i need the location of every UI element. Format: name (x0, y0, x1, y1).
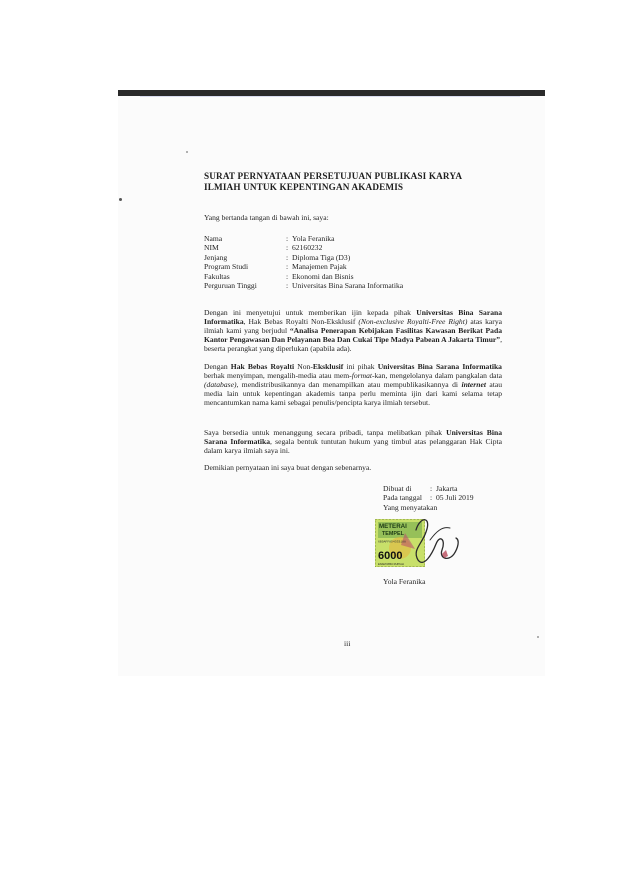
field-separator: : (286, 243, 289, 253)
stamp-text-meterai: METERAI (379, 523, 407, 530)
sign-place-row (383, 484, 474, 493)
field-row-perguruan-tinggi (204, 281, 403, 290)
text-run: Non- (294, 362, 313, 371)
paragraph-liability (204, 428, 502, 455)
text-run-italic: format (351, 371, 372, 380)
field-value: Diploma Tiga (D3) (292, 252, 351, 262)
text-run: Dengan (204, 362, 231, 371)
text-run: Dengan ini menyetujui untuk memberikan ijin kepada pihak (204, 308, 417, 317)
field-row-nim (204, 243, 403, 252)
university-name: Universitas Bina Sarana Informatika (377, 362, 502, 371)
field-separator: : (286, 280, 289, 290)
intro-text: Yang bertanda tangan di bawah ini, saya: (204, 213, 329, 222)
field-value: Ekonomi dan Bisnis (292, 271, 354, 281)
title-line-2: ILMIAH UNTUK KEPENTINGAN AKADEMIS (204, 182, 404, 192)
sign-place-label: Dibuat di (383, 484, 412, 493)
sign-statement: Yang menyatakan (383, 502, 438, 512)
text-run-bold: Hak Bebas Royalti (230, 362, 295, 371)
signature-stroke (416, 520, 458, 563)
text-run-bold-italic: internet (461, 380, 486, 389)
text-run: berhak menyimpan, mengalih-media atau mem- (204, 371, 352, 380)
field-separator: : (286, 271, 289, 281)
field-label: Perguruan Tinggi (204, 280, 257, 290)
field-label: Jenjang (204, 252, 228, 262)
text-run-italic: (Non-exclusive Royalti-Free Right) (358, 317, 468, 326)
field-separator: : (286, 234, 289, 243)
text-run: atas karya ilmiah kami yang berjudul (204, 317, 502, 335)
field-separator: : (430, 493, 433, 503)
field-row-fakultas (204, 272, 403, 281)
paragraph-closing: Demikian pernyataan ini saya buat dengan sebenarnya. (204, 463, 372, 472)
field-label: Fakultas (204, 271, 230, 281)
signer-name: Yola Feranika (383, 577, 426, 586)
text-run: Saya bersedia untuk menanggung secara pribadi, tanpa melibatkan pihak (204, 428, 447, 437)
text-run: , Hak Bebas Royalti Non-Eksklusif (243, 317, 359, 326)
field-row-nama (204, 234, 403, 243)
field-separator: : (430, 484, 433, 493)
paragraph-rights (204, 362, 502, 407)
field-row-jenjang (204, 253, 403, 262)
stamp-text-tempel: TEMPEL (382, 531, 404, 537)
sign-date-label: Pada tanggal (383, 493, 423, 503)
field-value: Manajemen Pajak (292, 262, 347, 272)
text-run-bold: Eksklusif (312, 362, 344, 371)
title-line-1: SURAT PERNYATAAN PERSETUJUAN PUBLIKASI KARYA (204, 171, 463, 181)
text-run: , beserta perangkat yang diperlukan (apabila ada). (204, 335, 502, 353)
sign-place-value: Jakarta (436, 484, 458, 493)
field-row-program-studi (204, 262, 403, 271)
document-title (204, 171, 504, 193)
text-run: , segala bentuk tuntutan hukum yang timbul atas pelanggaran Hak Cipta dalam karya ilmiah saya ini. (204, 437, 502, 455)
field-label: Nama (204, 234, 223, 243)
field-separator: : (286, 252, 289, 262)
field-label: NIM (204, 243, 219, 253)
signature-stroke (430, 528, 450, 540)
field-label: Program Studi (204, 262, 249, 272)
field-value: 62160232 (292, 243, 323, 253)
stamp-amount: 6000 (378, 550, 403, 562)
text-run: , mendistribusikannya dan menampilkan atau mempublikasikannya di (236, 380, 462, 389)
page-number: iii (344, 639, 351, 648)
signature-block (383, 484, 474, 512)
field-separator: : (286, 262, 289, 272)
thesis-title: “Analisa Penerapan Kebijakan Fasilitas Kawasan Berikat Pada Kantor Pengawasan Dan Pelayanan Bea Dan Cukai Tipe Madya Pabean A Jakarta Timur” (204, 326, 502, 344)
identity-fields (204, 234, 403, 290)
text-run: -kan, mengelolanya dalam pangkalan data (371, 371, 502, 380)
handwritten-signature (402, 510, 464, 574)
sign-date-value: 05 Juli 2019 (436, 493, 474, 503)
paragraph-consent (204, 308, 502, 353)
field-value: Yola Feranika (292, 234, 335, 243)
field-value: Universitas Bina Sarana Informatika (292, 280, 404, 290)
text-run: atau media lain untuk kepentingan akademis tanpa perlu meminta ijin dari kami selama tetap mencantumkan nama kami sebagai penulis/pencipta karya ilmiah tersebut. (204, 380, 503, 407)
text-run-italic: (database) (204, 380, 237, 389)
sign-date-row (383, 493, 474, 502)
text-run: ini pihak (343, 362, 378, 371)
university-name: Universitas Bina Sarana Informatika (204, 428, 502, 446)
stamp-serial: 6B9AFF854333108 (378, 539, 406, 544)
university-name: Universitas Bina Sarana Informatika (204, 308, 503, 326)
stamp-footer: ENAM RIBU RUPIAH (378, 563, 404, 566)
